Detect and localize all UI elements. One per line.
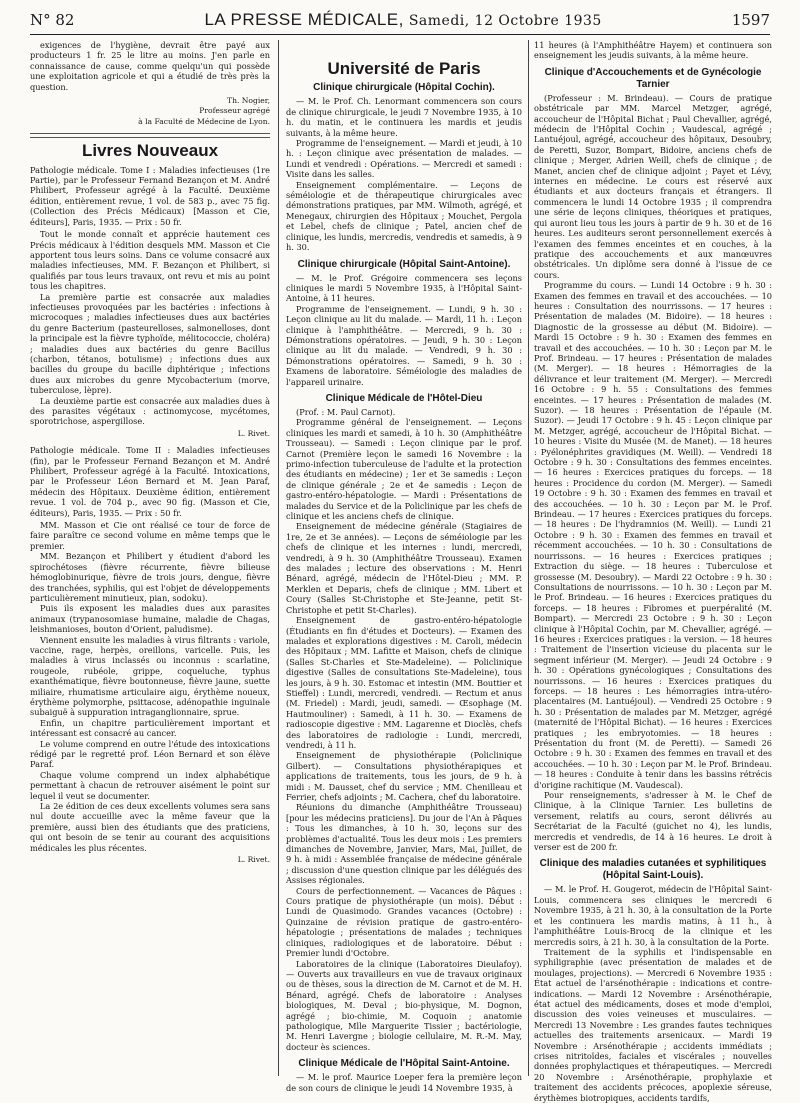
column-middle <box>286 40 522 1093</box>
column-left <box>30 40 270 1076</box>
book-review-paragraph: La première partie est consacrée aux maladies infectieuses provoquées par les bactéries : infections à microcoques ; maladies infectieuses dues aux bactéries du genre Bacterium (pasteurelloses, salmonelloses, dont la principale est la fièvre typhoïde, mélitococcie, choléra) ; maladies dues aux bactéries du genre Bacillus (charbon, tétanos, botulisme) ; infections dues aux bacilles du groupe du bacille diphtérique ; infections dues aux microbes du genre Mycobacterium (morve, tuberculose, lèpre). <box>30 291 270 396</box>
column-divider <box>278 40 279 1076</box>
article-continuation: exigences de l'hygiène, devrait être payé aux producteurs 1 fr. 25 le litre au moins. J'en parle en connaissance de cause, comme quelqu'un qui possède une exploitation agricole et qui a étudié de très près la question. <box>30 40 270 92</box>
book-review-paragraph: La 2e édition de ces deux excellents volumes sera sans nul doute accueillie avec la même faveur que la première, aussi bien des étudiants que des praticiens, qui ont besoin de se tenir au courant des acquisitions médicales les plus récentes. <box>30 801 270 853</box>
journal-masthead <box>204 10 601 30</box>
page-number: 1597 <box>731 11 770 29</box>
book-review-paragraph: Viennent ensuite les maladies à virus filtrants : variole, vaccine, rage, herpès, oreillons, varicelle. Puis, les maladies à virus inclassés ou inconnus : scarlatine, rougeole, rubéole, grippe, coqueluche, typhus exanthématique, fièvre boutonneuse, fièvre jaune, suette miliaire, rhumatisme articulaire aigu, érythème noueux, érythème polymorphe, psittacose, adénopathie inguinale subaiguë à suppuration intraganglionnaire, sprue. <box>30 634 270 718</box>
section-title-livres-nouveaux: Livres Nouveaux <box>81 141 219 161</box>
page-header <box>30 10 770 35</box>
section-title-universite: Université de Paris <box>327 59 481 78</box>
section-divider <box>30 137 270 138</box>
entry-title: Clinique Médicale de l'Hôtel-Dieu <box>325 392 483 404</box>
book-review-paragraph: Le volume comprend en outre l'étude des intoxications rédigé par le regretté prof. Léon Bernard et son élève Paraf. <box>30 738 270 770</box>
entry-paragraph: (Prof. : M. Paul Carnot). <box>296 406 396 417</box>
book-review-paragraph: La deuxième partie est consacrée aux maladies dues à des parasites végétaux : actinomycose, mycétomes, sporotrichose, aspergillose. <box>30 395 270 427</box>
entry-paragraph: — M. le Prof. Grégoire commencera ses leçons cliniques le mardi 5 Novembre 1935, à l'Hôpital Saint-Antoine, à 11 heures. <box>286 272 522 304</box>
book-review-paragraph: MM. Bezançon et Philibert y étudient d'abord les spirochétoses (fièvre récurrente, fièvre bilieuse hémoglobinurique, fièvre de trois jours, dengue, fièvre des tranchées, syphilis, qui est l'objet de développements particulièrement minutieux, pian, sodoku). <box>30 551 270 603</box>
entry-paragraph: Programme de l'enseignement. — Lundi, 9 h. 30 : Leçon clinique au lit du malade. — Mardi, 11 h. : Leçon clinique à l'amphithéâtre. — Mercredi, 9 h. 30 : Démonstrations opératoires. — Jeudi, 9 h. 30 : Leçon clinique au lit du malade. — Vendredi, 9 h. 30 : Démonstrations opératoires. — Samedi, 9 h. 30 : Examens de laboratoire. Séméiologie des maladies de l'appareil urinaire. <box>286 303 522 387</box>
entry-paragraph: Traitement de la syphilis et l'indispensable en syphiligraphie (avec présentation de malades et de moulages, projections). — Mercredi 6 Novembre 1935 : État actuel de l'arsénothérapie : indications et contre-indications. — Mardi 12 Novembre : Arsénothérapie, état actuel des médicaments, doses et mode d'emploi, discussion des voies veineuses et musculaires. — Mercredi 13 Novembre : Les grandes fautes techniques actuelles des traitements arsenicaux. — Mardi 19 Novembre : Arsénothérapie ; accidents immédiats ; crises nitritoïdes, faciales et viscérales ; nouvelles données prophylactiques et thérapeutiques. — Mercredi 20 Novembre : Arsénothérapie, prophylaxie et traitement des accidents précoces, apoplexie séreuse, érythèmes biotropiques, accidents tardifs, <box>534 946 772 1103</box>
entry-paragraph: Programme général de l'enseignement. — Leçons cliniques les mardi et samedi, à 10 h. 30 (Amphithéâtre Trousseau). — Samedi : Leçon clinique par le prof. Carnot (Première leçon le samedi 16 Novembre : la primo-infection tuberculeuse de l'adulte et la protection des étudiants en médecine) ; 1er et 3e samedis : Leçon de clinique générale ; 2e et 4e samedis : Leçon de gastro-entéro-hépatologie. — Mardi : Présentations de malades du Service et de la Policlinique par les chefs de clinique et les anciens chefs de clinique. <box>286 417 522 522</box>
book-review-heading: Pathologie médicale. Tome I : Maladies infectieuses (1re Partie), par le Professeur Fernand Bezançon et M. André Philibert, Professeur agrégé à la Faculté. Deuxième édition, entièrement revue, 1 vol. de 583 p., avec 75 fig. (Collection des Précis Médicaux) [Masson et Cie, éditeurs], Paris, 1935. — Prix : 50 fr. <box>30 164 270 227</box>
entry-paragraph: — M. le Prof. Ch. Lenormant commencera son cours de clinique chirurgicale, le jeudi 7 Novembre 1935, à 10 h. du matin, et le continuera les mardis et jeudis suivants, à la même heure. <box>286 96 522 138</box>
author-signature: Th. Nogier, <box>227 96 270 106</box>
review-signature: L. Rivet. <box>237 428 270 438</box>
book-review-paragraph: MM. Masson et Cie ont réalisé ce tour de force de faire paraître ce second volume en même temps que le premier. <box>30 520 270 551</box>
book-review-heading: Pathologie médicale. Tome II : Maladies infectieuses (fin), par le Professeur Fernand Bezançon et M. André Philibert, Professeur agrégé à la Faculté. Intoxications, par le Professeur Léon Bernard et M. Jean Paraf, médecin des Hôpitaux. Deuxième édition, entièrement revue. 1 vol. de 704 p., avec 90 fig. (Masson et Cie, éditeurs), Paris, 1935. — Prix : 50 fr. <box>30 445 270 518</box>
entry-paragraph: (Professeur : M. Brindeau). — Cours de pratique obstétricale par MM. Marcel Metzger, agrégé, accoucheur de l'Hôpital Bichat ; Paul Chevallier, agrégé, médecin de l'Hôpital Cochin ; Vaudescal, agrégé ; Lantuéjoul, agrégé, accoucheur des hôpitaux, Desoubry, de Peretti, Suzor, Bompart, Bidoire, anciens chefs de clinique ; Merger, Adrien Weill, chefs de clinique ; de Manet, ancien chef de clinique adjoint ; Payet et Lévy, internes en médecine. Le cours est réservé aux étudiants et aux docteurs français et étrangers. Il commencera le lundi 14 Octobre 1935 ; il comprendra une série de leçons cliniques, théoriques et pratiques, qui auront lieu tous les jours à partir de 9 h. 30 et de 16 heures. Les auditeurs seront personnellement exercés à l'examen des femmes enceintes et en couches, à la pratique des accouchements et aux manœuvres obstétricales. Un diplôme sera donné à l'issue de ce cours. <box>534 92 772 280</box>
column-right <box>534 40 772 1103</box>
entry-title: Clinique des maladies cutanées et syphilitiques (Hôpital Saint-Louis). <box>539 858 767 882</box>
entry-paragraph: Enseignement de gastro-entéro-hépatologie (Étudiants en fin d'études et Docteurs). — Examen des malades et explorations digestives : M. Caroli, médecin des Hôpitaux ; MM. Lafitte et Maison, chefs de clinique (Salles St-Charles et Ste-Madeleine). — Policlinique digestive (Salles de consultations Ste-Madeleine), tous les jours, à 9 h. 30. Estomac et intestin (MM. Bouttier et Stieffel) : Lundi, mercredi, vendredi. — Rectum et anus (M. Friedel) : Mardi, jeudi, samedi. — Œsophage (M. Hautmouliner) : Samedi, à 11 h. 30. — Examens de radioscopie digestive : MM. Lagarenne et Dioclès, chefs des laboratoires de radiologie : Lundi, mercredi, vendredi, à 11 h. <box>286 615 522 750</box>
book-review-paragraph: Chaque volume comprend un index alphabétique permettant à chacun de retrouver aisément le point sur lequel il veut se documenter. <box>30 769 270 801</box>
entry-paragraph: — M. le Prof. H. Gougerot, médecin de l'Hôpital Saint-Louis, commencera ses cliniques le mercredi 6 Novembre 1935, à 21 h. 30, à la consultation de la Porte et les continuera les mardis matins, à 11 h., à l'amphithéâtre Louis-Brocq de la clinique et les mercredis soirs, à 21 h. 30, à la consultation de la Porte. <box>534 884 772 947</box>
entry-title: Clinique chirurgicale (Hôpital Saint-Antoine). <box>297 258 511 270</box>
issue-date: Samedi, 12 Octobre 1935 <box>408 13 602 29</box>
entry-paragraph: Enseignement de physiothérapie (Policlinique Gilbert). — Consultations physiothérapiques et applications de traitements, tous les jours, de 9 h. à midi : M. Dausset, chef du service ; MM. Chenilleau et Ferrier, chefs adjoints ; M. Cachera, chef du laboratoire. <box>286 750 522 802</box>
author-affiliation: à la Faculté de Médecine de Lyon. <box>138 116 270 126</box>
journal-name: LA PRESSE MÉDICALE, <box>204 10 404 29</box>
entry-paragraph: Programme de l'enseignement. — Mardi et jeudi, à 10 h. : Leçon clinique avec présentation de malades. — Lundi et vendredi : Opérations. — Mercredi et samedi : Visite dans les salles. <box>286 138 522 180</box>
entry-title: Clinique chirurgicale (Hôpital Cochin). <box>313 82 495 94</box>
entry-paragraph: Enseignement complémentaire. — Leçons de séméiologie et de thérapeutique chirurgicales avec démonstrations pratiques, par MM. Wilmoth, agrégé, et Menegaux, chirurgien des Hôpitaux ; Mouchet, Pergola et Lebel, chefs de clinique ; Patel, ancien chef de clinique, les lundis, mercredis, vendredis et samedis, à 9 h. 30. <box>286 179 522 253</box>
review-signature: L. Rivet. <box>237 855 270 865</box>
entry-paragraph: — M. le prof. Maurice Loeper fera la première leçon de son cours de clinique le jeudi 14 Novembre 1935, à <box>286 1072 522 1093</box>
issue-number: N° 82 <box>30 11 75 29</box>
section-divider <box>30 133 270 134</box>
entry-paragraph: Pour renseignements, s'adresser à M. le Chef de Clinique, à la Clinique Tarnier. Les bulletins de versement, relatifs au cours, seront délivrés au Secrétariat de la Faculté (guichet no 4), les lundis, mercredis et vendredis, de 14 à 16 heures. Le droit à verser est de 200 fr. <box>534 790 772 853</box>
entry-continuation: 11 heures (à l'Amphithéâtre Hayem) et continuera son enseignement les jeudis suivants, à la même heure. <box>534 40 772 61</box>
entry-paragraph: Laboratoires de la clinique (Laboratoires Dieulafoy). — Ouverts aux travailleurs en vue de travaux originaux ou de thèses, sous la direction de M. Carnot et de M. H. Bénard, agrégé. Chefs de laboratoire : Analyses biologiques, M. Deval ; bio-physique, M. Dognon, agrégé ; bio-chimie, M. Coquoin ; anatomie pathologique, Mlle Marguerite Tissier ; bactériologie, M. Henri Lavergne ; biologie cellulaire, M. R.-M. May, docteur ès sciences. <box>286 958 522 1052</box>
entry-paragraph: Programme du cours. — Lundi 14 Octobre : 9 h. 30 : Examen des femmes en travail et des accouchées. — 10 heures : Consultation des nourrissons. — 17 heures : Présentation de malades (M. Bidoire). — 18 heures : Diagnostic de la grossesse au début (M. Bidoire). — Mardi 15 Octobre : 9 h. 30 : Examen des femmes en travail et des accouchées. — 10 h. 30 : Leçon par M. le Prof. Brindeau. — 17 heures : Présentation de malades (M. Merger). — 18 heures : Hémorragies de la délivrance et leur traitement (M. Merger). — Mercredi 16 Octobre : 9 h. 55 : Consultations des femmes enceintes. — 17 heures : Présentation de malades (M. Suzor). — 18 heures : Présentation de l'épaule (M. Suzor). — Jeudi 17 Octobre : 9 h. 45 : Leçon clinique par M. Metzger, agrégé, accoucheur de l'Hôpital Bichat. — 10 heures : Visite du Musée (M. de Manet). — 18 heures : Pyélonéphrites gravidiques (M. Weill). — Vendredi 18 Octobre : 9 h. 30 : Consultations des femmes enceintes. — 16 heures : Exercices pratiques du forceps. — 18 heures : Procidence du cordon (M. Merger). — Samedi 19 Octobre : 9 h. 30 : Examen des femmes en travail et des accouchées. — 10 h. 30 : Leçon par M. le Prof. Brindeau. — 17 heures : Exercices pratiques du forceps. — 18 heures : De l'hydramnios (M. Weill). — Lundi 21 Octobre : 9 h. 30 : Examen des femmes en travail et récemment accouchées. — 10 h. 30 : Consultations de nourrissons. — 16 heures : Exercices pratiques ; Extraction du siège. — 18 heures : Tuberculose et grossesse (M. Desoubry). — Mardi 22 Octobre : 9 h. 30 : Consultations de nourrissons. — 10 h. 30 : Leçon par M. le Prof. Brindeau. — 16 heures : Exercices pratiques du forceps. — 18 heures : Fibromes et puerpéralité (M. Bompart). — Mercredi 23 Octobre : 9 h. 30 : Leçon clinique à l'Hôpital Cochin, par M. Chevallier, agrégé. — 16 heures : Exercices pratiques : la version. — 18 heures : Traitement de l'insertion vicieuse du placenta sur le segment inférieur (M. Merger). — Jeudi 24 Octobre : 9 h. 30 : Opérations gynécologiques ; Consultations des nourrissons. — 16 heures : Exercices pratiques du forceps. — 18 heures : Les hémorragies intra-utéro-placentaires (M. Lantuéjoul). — Vendredi 25 Octobre : 9 h. 30 : Présentation de malades par M. Metzger, agrégé (maternité de l'Hôpital Bichat). — 16 heures : Exercices pratiques ; les embryotomies. — 18 heures : Présentation du front (M. de Peretti). — Samedi 26 Octobre : 9 h. 30 : Examen des femmes en travail et des accouchées. — 10 h. 30 : Leçon par M. le Prof. Brindeau. — 18 heures : Conduite à tenir dans les bassins rétrécis d'origine rachitique (M. Vaudescal). <box>534 280 772 790</box>
entry-paragraph: Enseignement de médecine générale (Stagiaires de 1re, 2e et 3e années). — Leçons de séméiologie par les chefs de clinique et les internes : lundi, mercredi, vendredi, à 9 h. 30 (Amphithéâtre Trousseau). Examen des malades ; lecture des observations : M. Henri Bénard, agrégé, médecin de l'Hôtel-Dieu ; MM. P. Merklen et Deparis, chefs de clinique ; MM. Libert et Coury (Salles St-Christophe et Ste-Jeanne, petit St-Christophe et petit St-Charles). <box>286 521 522 615</box>
entry-paragraph: Cours de perfectionnement. — Vacances de Pâques : Cours pratique de physiothérapie (un mois). Début : Lundi de Quasimodo. Grandes vacances (Octobre) : Quinzaine de révision pratique de gastro-entéro-hépatologie ; présentations de malades ; techniques cliniques, radiologiques et de laboratoire. Début : Premier lundi d'Octobre. <box>286 885 522 959</box>
book-review-paragraph: Enfin, un chapitre particulièrement important et intéressant est consacré au cancer. <box>30 717 270 739</box>
column-divider <box>528 40 529 1076</box>
entry-title: Clinique d'Accouchements et de Gynécologie Tarnier <box>544 66 762 90</box>
author-title: Professeur agrégé <box>199 106 270 116</box>
entry-title: Clinique Médicale de l'Hôpital Saint-Antoine. <box>298 1058 510 1070</box>
entry-paragraph: Réunions du dimanche (Amphithéâtre Trousseau) [pour les médecins praticiens]. Du jour de l'An à Pâques : Tous les dimanches, à 10 h. 30, leçons sur des problèmes d'actualité. Tous les deux mois : Les premiers dimanches de Novembre, Janvier, Mars, Mai, Juillet, de 9 h. à midi : Assemblée française de médecine générale ; discussion d'une question clinique par les délégués des Assises régionales. <box>286 802 522 886</box>
book-review-paragraph: Puis ils exposent les maladies dues aux parasites animaux (trypanosomiase humaine, maladie de Chagas, leishmanioses, bouton d'Orient, paludisme). <box>30 603 270 635</box>
book-review-paragraph: Tout le monde connaît et apprécie hautement ces Précis médicaux à l'édition desquels MM. Masson et Cie apportent tous leurs soins. Dans ce volume consacré aux maladies infectieuses, MM. F. Bezançon et Philibert, si qualifiés par tous leurs travaux, ont revu et mis au point tous les chapitres. <box>30 229 270 292</box>
